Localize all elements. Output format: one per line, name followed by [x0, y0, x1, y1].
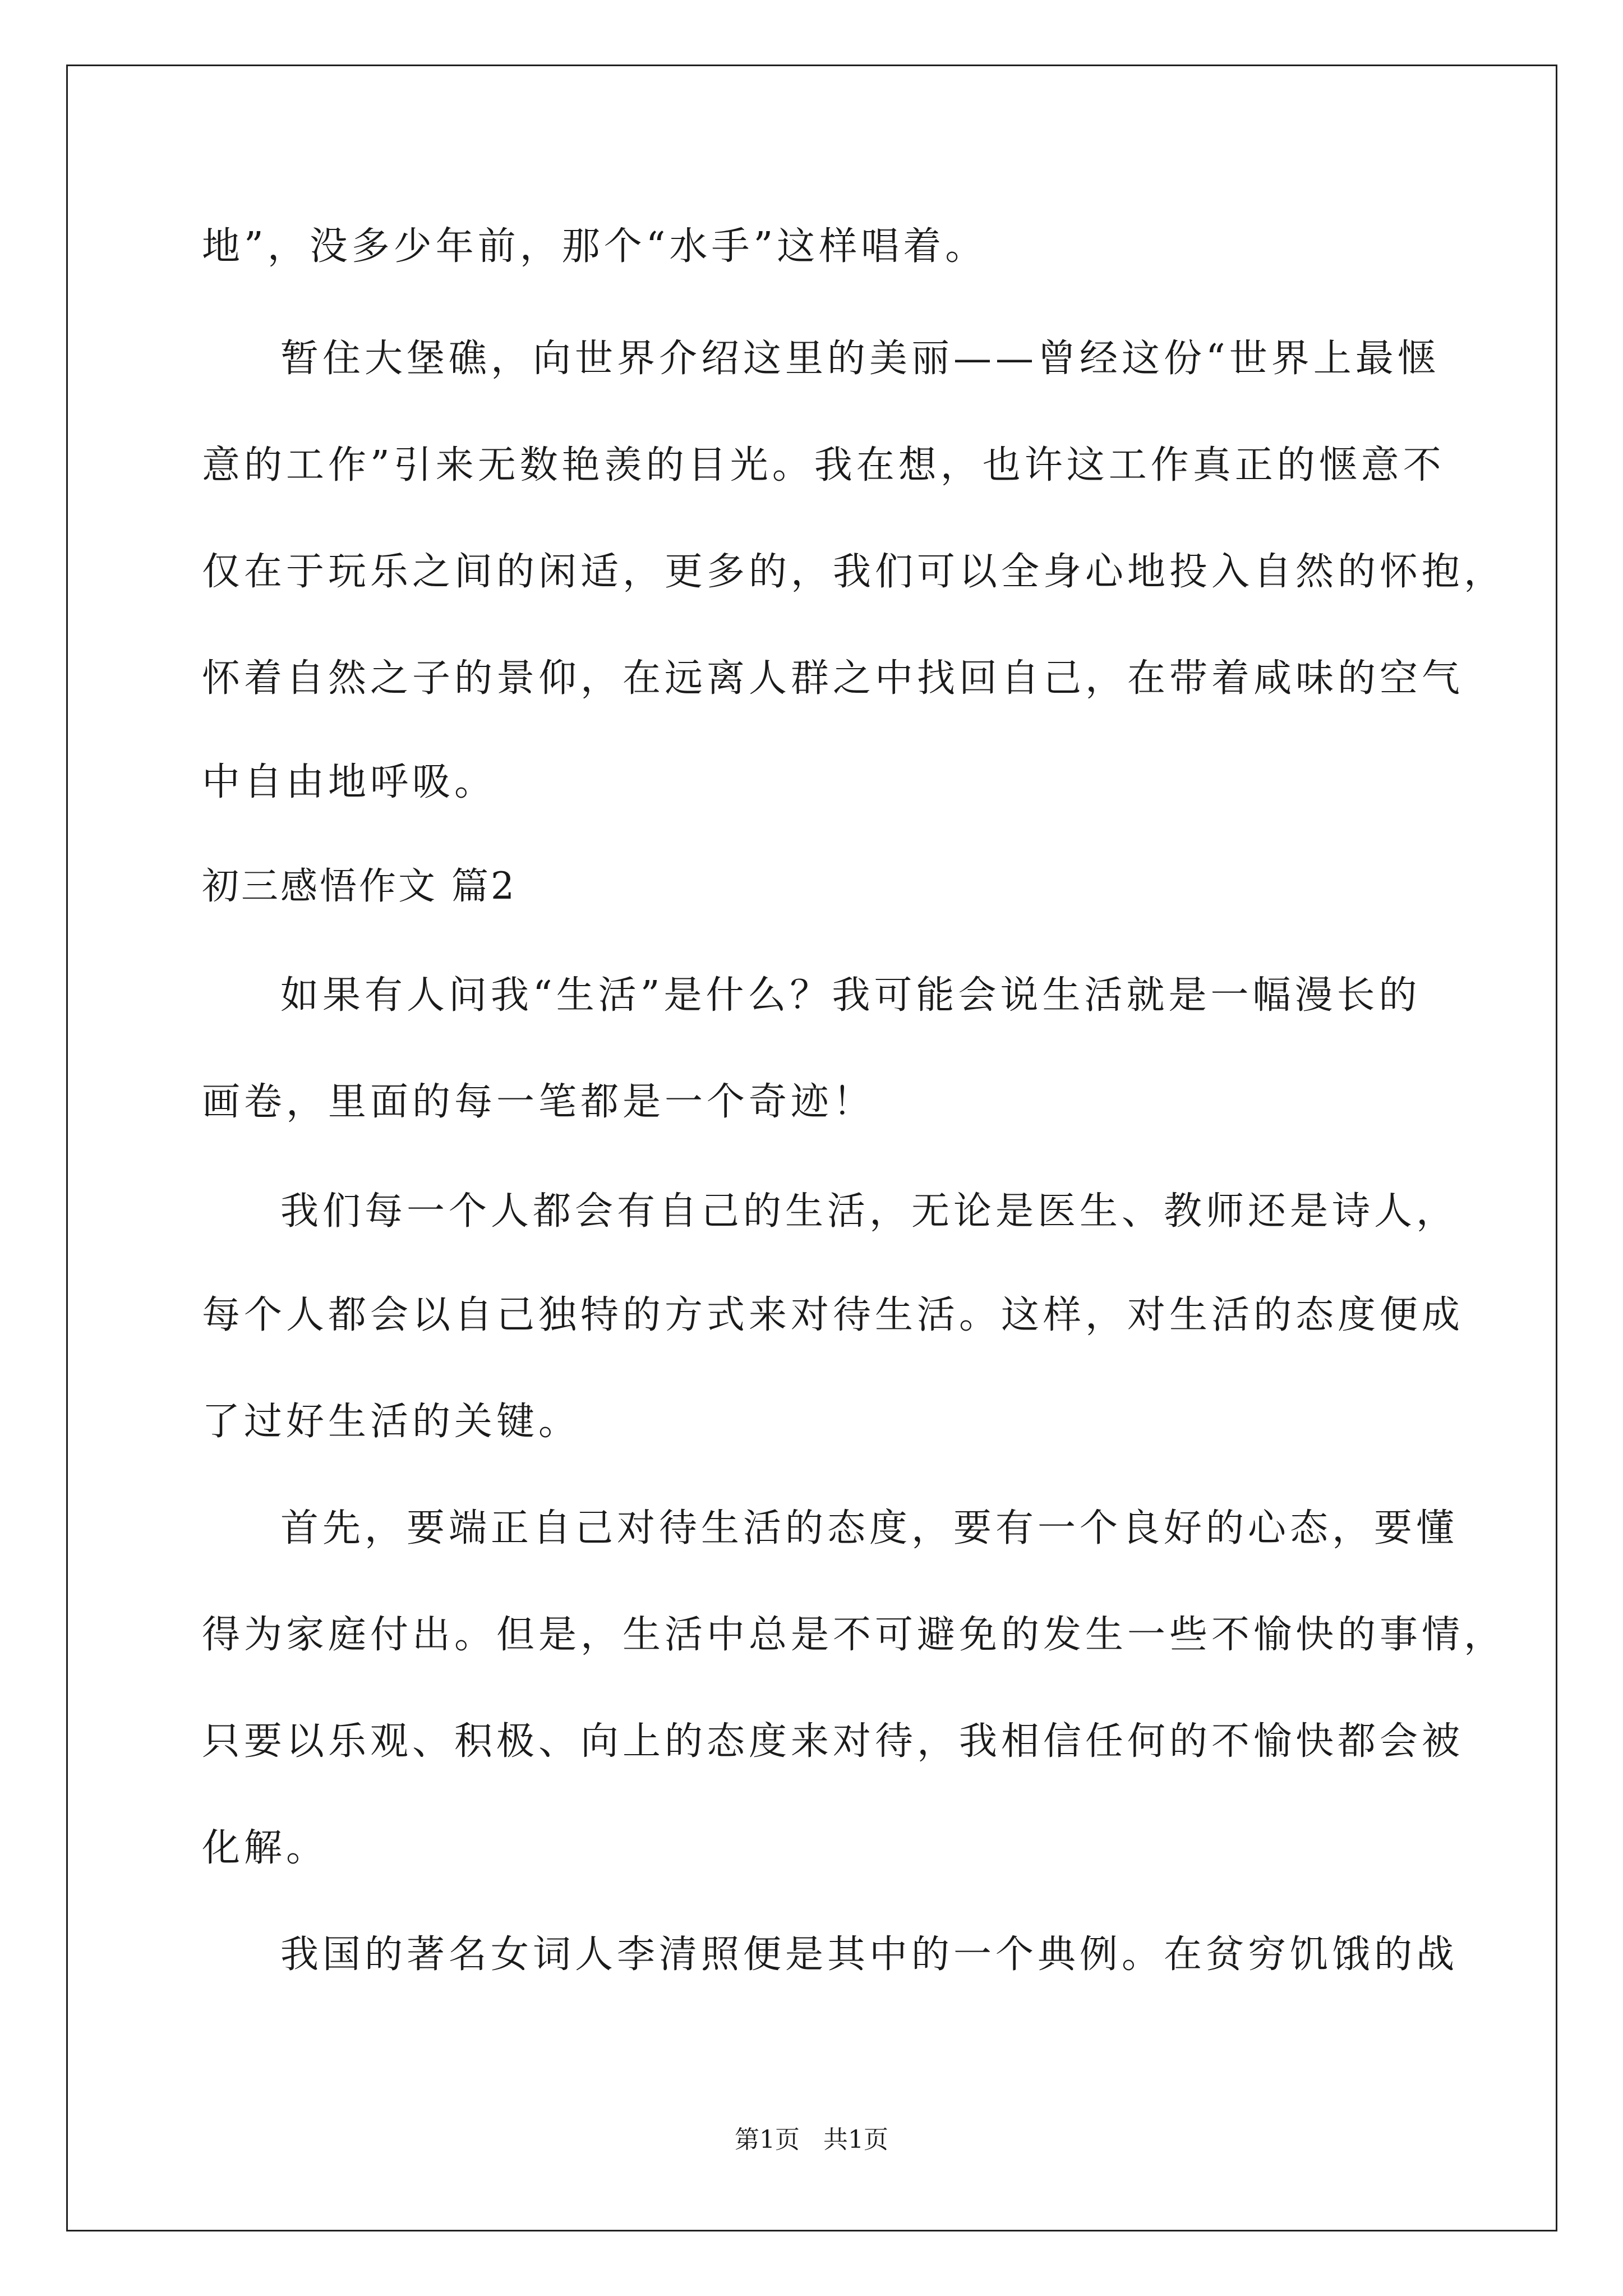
text-line: 我们每一个人都会有自己的生活，无论是医生、教师还是诗人，: [280, 1189, 1459, 1234]
text-line: 得为家庭付出。但是，生活中总是不可避免的发生一些不愉快的事情，: [202, 1613, 1506, 1657]
text-line: 仅在于玩乐之间的闲适，更多的，我们可以全身心地投入自然的怀抱，: [202, 550, 1506, 594]
text-line: 化解。: [202, 1826, 329, 1870]
text-line: 我国的著名女词人李清照便是其中的一个典例。在贫穷饥饿的战: [280, 1932, 1459, 1977]
text-line: 怀着自然之子的景仰，在远离人群之中找回自己，在带着咸味的空气: [202, 656, 1464, 701]
text-line: 画卷，里面的每一笔都是一个奇迹！: [202, 1080, 875, 1124]
text-line: 暂住大堡礁，向世界介绍这里的美丽——曾经这份“世界上最惬: [280, 337, 1440, 381]
text-line: 每个人都会以自己独特的方式来对待生活。这样，对生活的态度便成: [202, 1293, 1464, 1337]
page-footer: 第1页 共1页: [735, 2125, 888, 2154]
page-border: [66, 65, 1557, 2231]
section-heading: 初三感悟作文 篇2: [202, 864, 517, 908]
text-line: 如果有人问我“生活”是什么？我可能会说生活就是一幅漫长的: [280, 973, 1421, 1018]
text-line: 中自由地呼吸。: [202, 760, 497, 804]
text-line: 了过好生活的关键。: [202, 1400, 581, 1444]
text-line: 意的工作”引来无数艳羡的目光。我在想，也许这工作真正的惬意不: [202, 443, 1445, 487]
text-line: 首先，要端正自己对待生活的态度，要有一个良好的心态，要懂: [280, 1506, 1459, 1550]
text-line: 只要以乐观、积极、向上的态度来对待，我相信任何的不愉快都会被: [202, 1719, 1464, 1764]
text-line: 地”，没多少年前，那个“水手”这样唱着。: [202, 224, 988, 269]
